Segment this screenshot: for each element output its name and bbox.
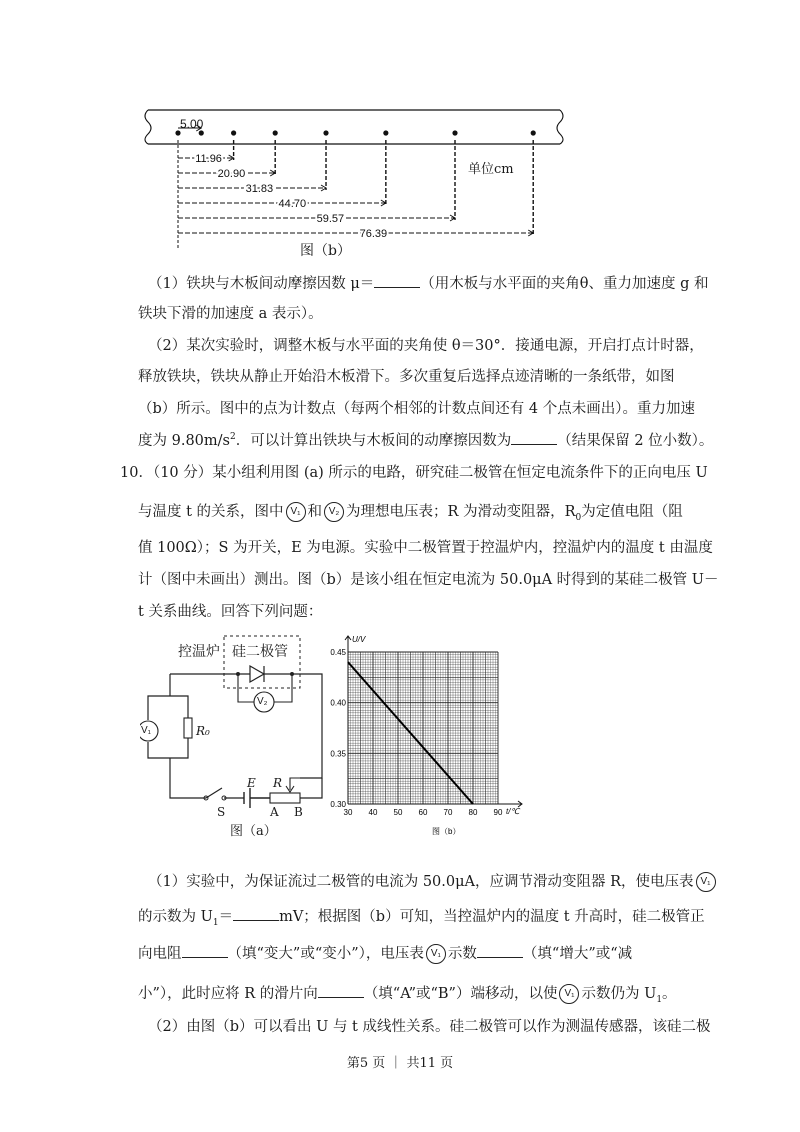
answer-blank [233, 906, 279, 921]
distance-label: 44.70 [278, 198, 307, 210]
diode-label: 硅二极管 [232, 644, 288, 660]
q9-line-1 [148, 272, 709, 293]
distance-label: 59.57 [316, 213, 345, 225]
chart-caption: 图（b） [432, 827, 461, 836]
voltmeter-v1-symbol: V₁ [559, 984, 579, 1004]
tape-dot [175, 130, 180, 135]
s-label: S [217, 805, 226, 819]
q9-superscript: 2 [229, 432, 236, 443]
q9-p1-text-b: （用木板与水平面的夹角θ、重力加速度 g 和 [420, 276, 709, 292]
sub-text: ＝ [218, 909, 234, 925]
sub-1-line-2 [138, 905, 705, 928]
answer-blank [477, 943, 523, 958]
q10-head: 10．（10 分）某小组利用图 (a) 所示的电路，研究硅二极管在恒定电流条件下的正向电压 U [120, 465, 708, 481]
q9-p1-text: （1）铁块与木板间动摩擦因数 μ＝ [148, 276, 375, 292]
q9-p2d-text: ．可以计算出铁块与木板间的动摩擦因数为 [235, 433, 512, 449]
tape-caption: 图（b） [300, 243, 351, 259]
v1-label: V₁ [141, 725, 152, 736]
tape-dot [323, 130, 328, 135]
battery [244, 788, 270, 808]
q10-line-2 [138, 500, 683, 523]
q10-line-5: t 关系曲线。回答下列问题： [138, 604, 323, 620]
answer-blank [318, 983, 364, 998]
q9-line-5: （b）所示。图中的点为计数点（每两个相邻的计数点间还有 4 个点未画出）。重力加速 [138, 401, 695, 417]
q9-line-3: （2）某次实验时，调整木板与水平面的夹角使 θ＝30°．接通电源，开启打点计时器， [148, 338, 704, 354]
rheostat-slider [286, 778, 300, 792]
q9-line-4: 释放铁块，铁块从静止开始沿木板滑下。多次重复后选择点迹清晰的一条纸带，如图 [138, 369, 675, 385]
r0-resistor [184, 718, 192, 738]
tape-dot [273, 130, 278, 135]
distance-label: 31.83 [245, 183, 274, 195]
q10-line-3: 值 100Ω）；S 为开关，E 为电源。实验中二极管置于控温炉内，控温炉内的温度 t 由温度 [138, 540, 713, 556]
q10-text: 和 [307, 504, 323, 520]
circuit-diagram [140, 630, 340, 840]
r-label: R [273, 776, 283, 790]
sub-text: （填“增大”或“减 [522, 946, 633, 962]
u-t-chart [320, 630, 535, 845]
tape-unit: 单位cm [468, 162, 514, 177]
y-tick-label: 0.45 [330, 648, 346, 657]
q9-line-6 [138, 429, 713, 450]
tape-dot [383, 130, 388, 135]
v2-label: V₂ [257, 696, 268, 707]
y-axis-label: U/V [352, 635, 366, 644]
wire-rheostat-end [300, 778, 322, 798]
distance-label: 20.90 [217, 168, 246, 180]
answer-blank [374, 273, 420, 288]
voltmeter-v2-symbol: V₂ [324, 502, 344, 522]
x-tick-label: 40 [368, 808, 378, 817]
tape-dot [231, 130, 236, 135]
sub-1-line-1 [148, 870, 718, 892]
b-label: B [294, 805, 303, 819]
a-label: A [270, 805, 279, 819]
q10-text: 与温度 t 的关系，图中 [138, 504, 284, 520]
voltmeter-v1-symbol: V₁ [426, 944, 446, 964]
x-tick-label: 80 [468, 808, 478, 817]
answer-blank [511, 430, 557, 445]
diode-symbol [250, 666, 264, 682]
oven-label: 控温炉 [178, 644, 220, 660]
sub-text: 向电阻 [138, 946, 182, 962]
q9-line-2: 铁块下滑的加速度 a 表示）。 [138, 306, 323, 322]
sub-text: 小”），此时应将 R 的滑片向 [138, 986, 318, 1002]
q9-p2d-tail: （结果保留 2 位小数）。 [557, 433, 714, 449]
q10-text: 为定值电阻（阻 [581, 504, 683, 520]
sub-text: mV；根据图（b）可知，当控温炉内的温度 t 升高时，硅二极管正 [279, 909, 705, 925]
voltmeter-v1-symbol: V₁ [696, 872, 716, 892]
r0-label: R₀ [196, 724, 210, 738]
subscript: 1 [212, 917, 219, 928]
subscript: 1 [656, 994, 663, 1005]
sub-text: 的示数为 U [138, 909, 213, 925]
tape-dot [199, 130, 204, 135]
tape-first-label: 5.00 [180, 117, 204, 131]
distance-label: 76.39 [359, 228, 388, 240]
sub-1-line-4 [138, 982, 677, 1005]
wire-top-right [292, 674, 322, 778]
y-tick-label: 0.35 [330, 749, 346, 759]
circuit-caption: 图（a） [230, 824, 277, 839]
tape-dot [531, 130, 536, 135]
y-tick-label: 0.40 [330, 698, 346, 708]
x-tick-label: 30 [343, 808, 353, 817]
tape-dot [452, 130, 457, 135]
sub-text: 示数 [447, 946, 477, 962]
y-tick-label: 0.30 [330, 800, 346, 809]
answer-blank [182, 943, 228, 958]
x-tick-label: 50 [393, 808, 403, 817]
voltmeter-v1-symbol: V₁ [286, 502, 306, 522]
tape-right-break [557, 110, 563, 144]
q10-subscript: 0 [575, 512, 582, 523]
sub-text: （填“变大”或“变小”），电压表 [227, 946, 424, 962]
x-tick-label: 70 [443, 808, 453, 817]
x-tick-label: 90 [493, 808, 503, 817]
sub-text: （1）实验中，为保证流过二极管的电流为 50.0μA，应调节滑动变阻器 R，使电压表 [148, 874, 694, 890]
x-axis-label: t/℃ [506, 807, 520, 816]
sub-1-line-3 [138, 942, 632, 964]
q10-line-4: 计（图中未画出）测出。图（b）是该小组在恒定电流为 50.0μA 时得到的某硅二极管 U－ [138, 572, 719, 588]
q9-gravity-text: 度为 9.80m/s [138, 433, 230, 449]
diode-bar [238, 666, 292, 682]
x-tick-label: 60 [418, 808, 428, 817]
e-label: E [247, 776, 256, 790]
sub-text: 示数仍为 U [581, 986, 657, 1002]
page-footer: 第5 页 ｜ 共11 页 [346, 1056, 454, 1071]
sub-text: （填“A”或“B”）端移动，以使 [363, 986, 558, 1002]
sub-text: 。 [662, 986, 677, 1002]
distance-label: 11.96 [195, 153, 222, 165]
sub-2-line-1: （2）由图（b）可以看出 U 与 t 成线性关系。硅二极管可以作为测温传感器，该硅二极 [148, 1019, 711, 1035]
tape-left-break [145, 110, 151, 144]
rheostat [270, 793, 300, 803]
q10-text: 为理想电压表；R 为滑动变阻器，R [346, 504, 576, 520]
